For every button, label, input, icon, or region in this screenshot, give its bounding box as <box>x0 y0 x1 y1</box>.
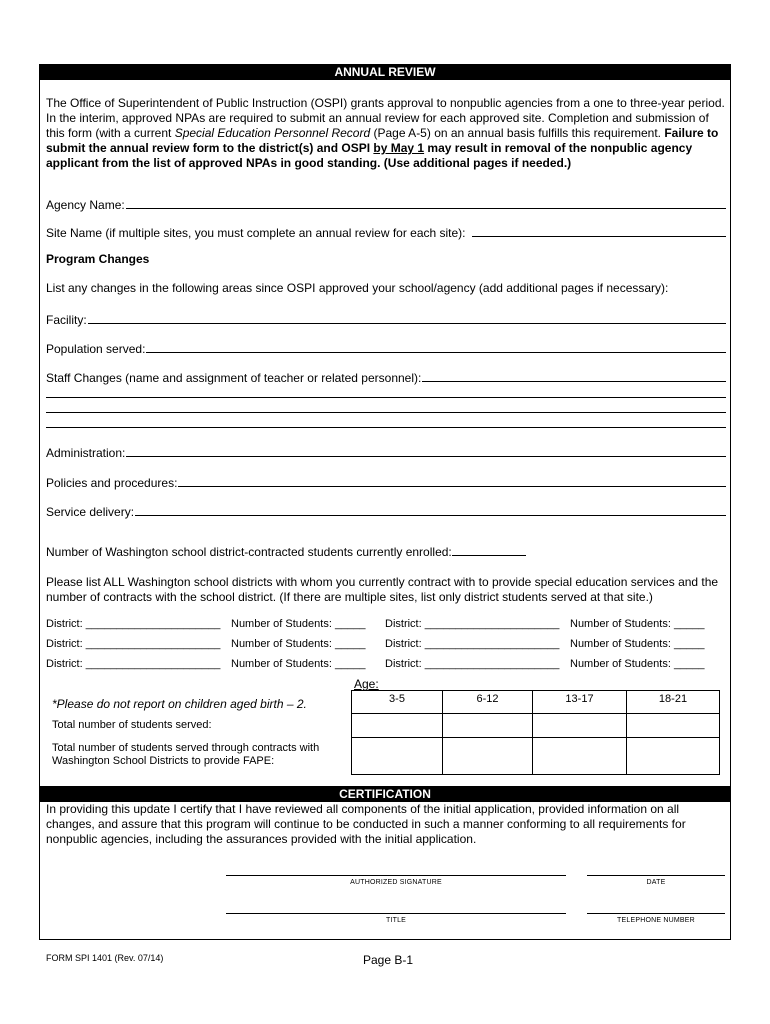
contract-18-21-cell[interactable] <box>627 738 720 775</box>
authorized-signature-line[interactable]: AUTHORIZED SIGNATURE <box>226 875 566 886</box>
num-students-blank[interactable] <box>452 554 526 556</box>
administration-field[interactable] <box>46 444 726 460</box>
total-served-label: Total number of students served: <box>52 719 212 731</box>
district-field[interactable]: District: ______________________ <box>385 618 560 630</box>
age-table <box>351 690 720 775</box>
num-students-label: Number of Washington school district-contracted students currently enrolled: <box>46 545 452 559</box>
total-contracts-label: Total number of students served through contracts with Washington School Districts to provide FAPE: <box>52 742 320 767</box>
students-field[interactable]: Number of Students: _____ <box>570 638 705 650</box>
district-field[interactable]: District: ______________________ <box>385 658 560 670</box>
page-number: Page B-1 <box>363 953 414 967</box>
served-6-12-cell[interactable] <box>443 714 533 738</box>
staff-changes-line-4[interactable] <box>46 427 726 428</box>
telephone-line[interactable]: TELEPHONE NUMBER <box>587 913 725 924</box>
intro-bold-2: may result in removal of the nonpublic agency applicant from the list of approved NPAs in good standing. (Use additional pages if needed.) <box>46 141 693 170</box>
service-delivery-label: Service delivery: <box>46 505 135 519</box>
students-field[interactable]: Number of Students: _____ <box>570 658 705 670</box>
served-3-5-cell[interactable] <box>352 714 443 738</box>
population-label: Population served: <box>46 342 146 356</box>
please-list-instruction: Please list ALL Washington school districts with whom you currently contract with to provide special education services and the number of contracts with the school district. (If there are multiple sites, list only district students served at that site.) <box>46 575 719 604</box>
intro-paragraph <box>46 96 728 171</box>
age-header-18-21: 18-21 <box>627 691 720 714</box>
title-line[interactable]: TITLE <box>226 913 566 924</box>
facility-label: Facility: <box>46 313 87 327</box>
students-field[interactable]: Number of Students: _____ <box>570 618 705 630</box>
administration-label: Administration: <box>46 446 126 460</box>
staff-changes-line-2[interactable] <box>46 397 726 398</box>
intro-text-2: (Page A-5) on an annual basis fulfills this requirement. <box>370 126 665 140</box>
contract-3-5-cell[interactable] <box>352 738 443 775</box>
intro-text-1: The Office of Superintendent of Public Instruction (OSPI) grants approval to nonpublic agencies from a one to three-year period. In the interim, approved NPAs are required to submit an annual review for each approved site. Completion and submission of this form (with a current <box>46 96 725 140</box>
intro-italic: Special Education Personnel Record <box>174 126 371 140</box>
district-field[interactable]: District: ______________________ <box>385 638 560 650</box>
staff-changes-label: Staff Changes (name and assignment of teacher or related personnel): <box>46 371 422 385</box>
district-field[interactable]: District: ______________________ <box>46 638 221 650</box>
site-name-field[interactable] <box>46 224 726 240</box>
intro-bold-1: Failure to submit the annual review form to the district(s) and OSPI <box>46 126 719 155</box>
annual-review-heading: ANNUAL REVIEW <box>39 64 731 80</box>
students-field[interactable]: Number of Students: _____ <box>231 618 366 630</box>
certification-heading: CERTIFICATION <box>39 786 731 802</box>
policies-field[interactable] <box>46 474 726 490</box>
num-students-field[interactable] <box>46 545 526 559</box>
served-18-21-cell[interactable] <box>627 714 720 738</box>
certification-text: In providing this update I certify that I have reviewed all components of the initial application, provided information on all changes, and assure that this program will continue to be conducted in such a manner conforming to all requirements for nonpublic agencies, including the assurances provided with the initial application. <box>46 802 686 846</box>
intro-deadline: by May 1 <box>373 141 425 155</box>
agency-name-field[interactable] <box>46 196 726 212</box>
students-field[interactable]: Number of Students: _____ <box>231 638 366 650</box>
service-delivery-field[interactable] <box>46 503 726 519</box>
staff-changes-field[interactable] <box>46 369 726 385</box>
district-field[interactable]: District: ______________________ <box>46 658 221 670</box>
age-label: Age: <box>354 677 379 691</box>
site-name-label: Site Name (if multiple sites, you must complete an annual review for each site): <box>46 226 466 240</box>
list-changes-instruction: List any changes in the following areas since OSPI approved your school/agency (add additional pages if necessary): <box>46 281 669 295</box>
date-line[interactable]: DATE <box>587 875 725 886</box>
form-id: FORM SPI 1401 (Rev. 07/14) <box>46 953 164 963</box>
district-field[interactable]: District: ______________________ <box>46 618 221 630</box>
program-changes-heading: Program Changes <box>46 252 150 266</box>
age-header-3-5: 3-5 <box>352 691 443 714</box>
contract-13-17-cell[interactable] <box>533 738 627 775</box>
age-header-13-17: 13-17 <box>533 691 627 714</box>
facility-field[interactable] <box>46 311 726 327</box>
served-13-17-cell[interactable] <box>533 714 627 738</box>
population-field[interactable] <box>46 340 726 356</box>
students-field[interactable]: Number of Students: _____ <box>231 658 366 670</box>
age-note: *Please do not report on children aged birth – 2. <box>52 697 307 711</box>
policies-label: Policies and procedures: <box>46 476 178 490</box>
staff-changes-line-3[interactable] <box>46 412 726 413</box>
age-header-6-12: 6-12 <box>443 691 533 714</box>
agency-name-label: Agency Name: <box>46 198 125 212</box>
contract-6-12-cell[interactable] <box>443 738 533 775</box>
